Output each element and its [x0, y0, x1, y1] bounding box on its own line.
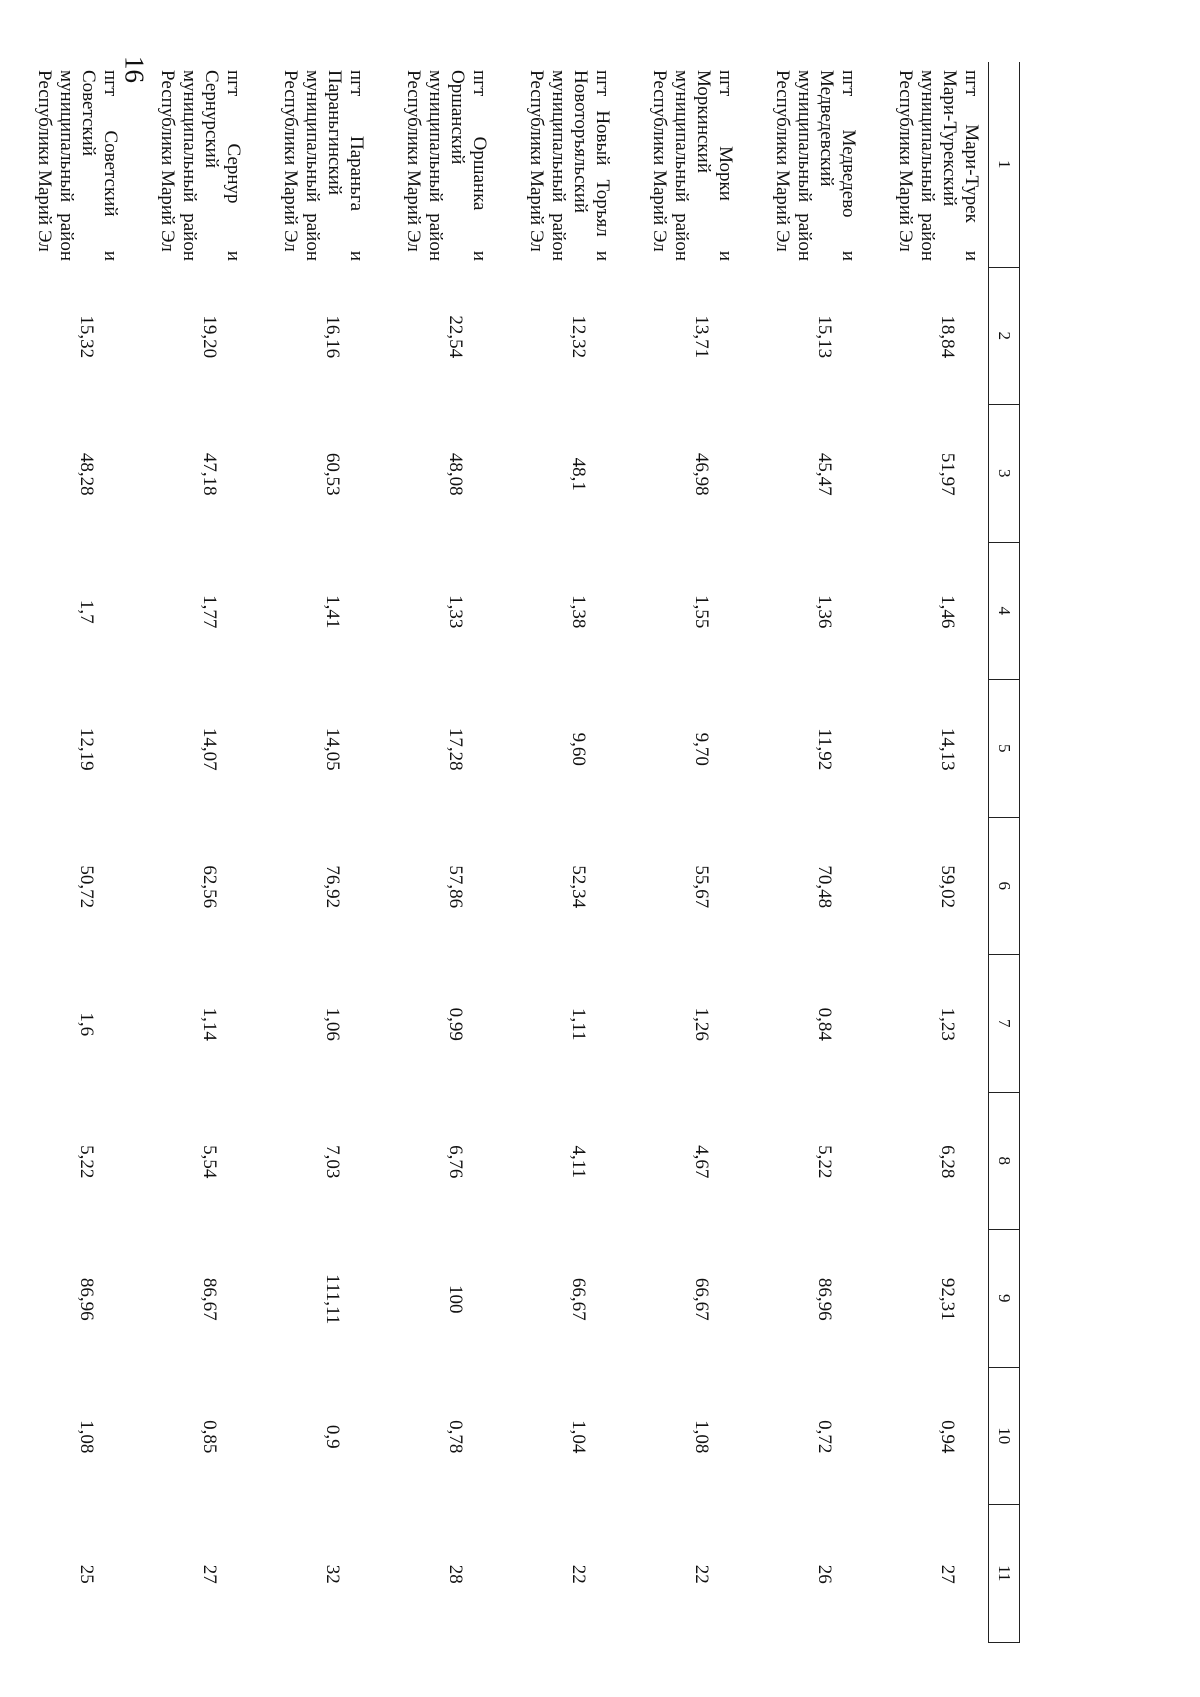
- table-cell: 14,07: [199, 727, 220, 771]
- table-cell: 48,28: [76, 452, 97, 496]
- row-label: [0, 62, 4, 267]
- table-row: [4, 62, 127, 1642]
- column-header: 11: [989, 1505, 1020, 1643]
- table-cell: 26: [814, 1564, 835, 1584]
- row-label: пгт Новый Торъял и Новоторъяльский муниципальный район Республики Марий Эл: [526, 70, 613, 261]
- row-label: пгт Советский и Советский муниципальный район Республики Марий Эл: [34, 70, 121, 261]
- table-cell: [0, 1230, 4, 1368]
- table-cell: 16,16: [322, 315, 343, 359]
- header-row: [989, 62, 1020, 1642]
- table-cell: 1,55: [691, 595, 712, 629]
- table-cell: 1,46: [937, 595, 958, 629]
- table-cell: 19,20: [199, 315, 220, 359]
- table-cell: 6,28: [937, 1145, 958, 1179]
- table-row: [373, 62, 496, 1642]
- table-cell: 1,41: [322, 595, 343, 629]
- table-cell: 7,03: [322, 1145, 343, 1179]
- table-cell: [0, 1367, 4, 1505]
- column-header: 8: [989, 1092, 1020, 1230]
- table-cell: 0,85: [199, 1420, 220, 1454]
- table-cell: 13,71: [691, 315, 712, 359]
- table-cell: 50,72: [76, 865, 97, 909]
- table-cell: 32: [322, 1564, 343, 1584]
- table-cell: 1,77: [199, 595, 220, 629]
- table-cell: [0, 405, 4, 543]
- table-cell: 25: [76, 1564, 97, 1584]
- table-cell: 1,26: [691, 1007, 712, 1041]
- column-header: 10: [989, 1367, 1020, 1505]
- table-cell: 111,11: [322, 1274, 343, 1325]
- table-cell: 0,9: [322, 1424, 343, 1449]
- column-header: 6: [989, 817, 1020, 955]
- table-cell: 5,54: [199, 1145, 220, 1179]
- page-number: 16: [119, 56, 150, 83]
- table-row: [127, 62, 250, 1642]
- table-cell: 22: [568, 1564, 589, 1584]
- table-cell: 76,92: [322, 865, 343, 909]
- table-cell: 92,31: [937, 1277, 958, 1321]
- table-cell: 48,08: [445, 452, 466, 496]
- table-cell: 55,67: [691, 865, 712, 909]
- table-cell: 22,54: [445, 315, 466, 359]
- table-cell: 6,76: [445, 1145, 466, 1179]
- table-cell: [0, 817, 4, 955]
- table-cell: 70,48: [814, 865, 835, 909]
- table-cell: 17,28: [445, 727, 466, 771]
- column-header: 7: [989, 955, 1020, 1093]
- table-cell: [0, 955, 4, 1093]
- table-cell: 0,94: [937, 1420, 958, 1454]
- table-row: [619, 62, 742, 1642]
- table-cell: 12,32: [568, 315, 589, 359]
- table-cell: 9,60: [568, 732, 589, 766]
- table-cell: 51,97: [937, 452, 958, 496]
- row-label: пгт Сернур и Сернурский муниципальный район Республики Марий Эл: [157, 70, 244, 261]
- statistics-table: [0, 62, 1020, 1643]
- table-cell: 1,38: [568, 595, 589, 629]
- table-cell: 15,13: [814, 315, 835, 359]
- table-cell: 4,67: [691, 1145, 712, 1179]
- table-cell: 60,53: [322, 452, 343, 496]
- table-cell: 0,99: [445, 1007, 466, 1041]
- table-cell: [0, 1092, 4, 1230]
- column-header: 1: [989, 62, 1020, 267]
- row-label: пгт Медведево и Медведевский муниципальный район Республики Марий Эл: [772, 70, 859, 261]
- table-cell: 1,23: [937, 1007, 958, 1041]
- table-cell: 12,19: [76, 727, 97, 771]
- table-cell: [0, 680, 4, 818]
- table-cell: 86,96: [76, 1277, 97, 1321]
- table-row: [742, 62, 865, 1642]
- table-row: [496, 62, 619, 1642]
- table-row: [0, 62, 4, 1642]
- table-cell: [0, 542, 4, 680]
- table-cell: 1,08: [76, 1420, 97, 1454]
- table-cell: 18,84: [937, 315, 958, 359]
- table-cell: 15,32: [76, 315, 97, 359]
- table-cell: 46,98: [691, 452, 712, 496]
- table-cell: 1,14: [199, 1007, 220, 1041]
- table-cell: 22: [691, 1564, 712, 1584]
- table-cell: 66,67: [691, 1277, 712, 1321]
- column-header: 9: [989, 1230, 1020, 1368]
- table-cell: 4,11: [568, 1145, 589, 1179]
- table-cell: 86,96: [814, 1277, 835, 1321]
- table-cell: 5,22: [814, 1145, 835, 1179]
- column-header: 4: [989, 542, 1020, 680]
- table-cell: 0,72: [814, 1420, 835, 1454]
- table-cell: 27: [937, 1564, 958, 1584]
- table-row: [250, 62, 373, 1642]
- table-cell: 62,56: [199, 865, 220, 909]
- table-cell: 100: [445, 1285, 466, 1314]
- statistics-table-wrapper: [34, 62, 1020, 1642]
- row-label: пгт Морки и Моркинский муниципальный район Республики Марий Эл: [649, 70, 736, 261]
- table-cell: 1,08: [691, 1420, 712, 1454]
- table-cell: 52,34: [568, 865, 589, 909]
- table-cell: 45,47: [814, 452, 835, 496]
- table-cell: 1,7: [76, 599, 97, 624]
- table-cell: 57,86: [445, 865, 466, 909]
- row-label: пгт Параньга и Параньгинский муниципальный район Республики Марий Эл: [280, 70, 367, 261]
- column-header: 2: [989, 267, 1020, 405]
- table-cell: 0,84: [814, 1007, 835, 1041]
- table-cell: 11,92: [814, 728, 835, 771]
- table-cell: 28: [445, 1564, 466, 1584]
- table-cell: [0, 267, 4, 405]
- table-cell: 59,02: [937, 865, 958, 909]
- table-cell: 14,05: [322, 727, 343, 771]
- row-label: пгт Мари-Турек и Мари-Турекский муниципальный район Республики Марий Эл: [895, 70, 982, 261]
- table-cell: 1,33: [445, 595, 466, 629]
- column-header: 5: [989, 680, 1020, 818]
- table-cell: 0,78: [445, 1420, 466, 1454]
- table-row: [865, 62, 989, 1642]
- row-label: пгт Оршанка и Оршанский муниципальный район Республики Марий Эл: [403, 70, 490, 261]
- table-cell: 48,1: [568, 457, 589, 491]
- table-cell: 9,70: [691, 732, 712, 766]
- table-cell: 1,04: [568, 1420, 589, 1454]
- table-cell: 1,36: [814, 595, 835, 629]
- table-cell: 1,6: [76, 1012, 97, 1037]
- table-cell: 1,11: [568, 1007, 589, 1041]
- table-cell: [0, 1505, 4, 1643]
- table-cell: 1,06: [322, 1007, 343, 1041]
- table-cell: 5,22: [76, 1145, 97, 1179]
- column-header: 3: [989, 405, 1020, 543]
- table-cell: 47,18: [199, 452, 220, 496]
- table-cell: 86,67: [199, 1277, 220, 1321]
- table-cell: 27: [199, 1564, 220, 1584]
- table-cell: 66,67: [568, 1277, 589, 1321]
- table-cell: 14,13: [937, 727, 958, 771]
